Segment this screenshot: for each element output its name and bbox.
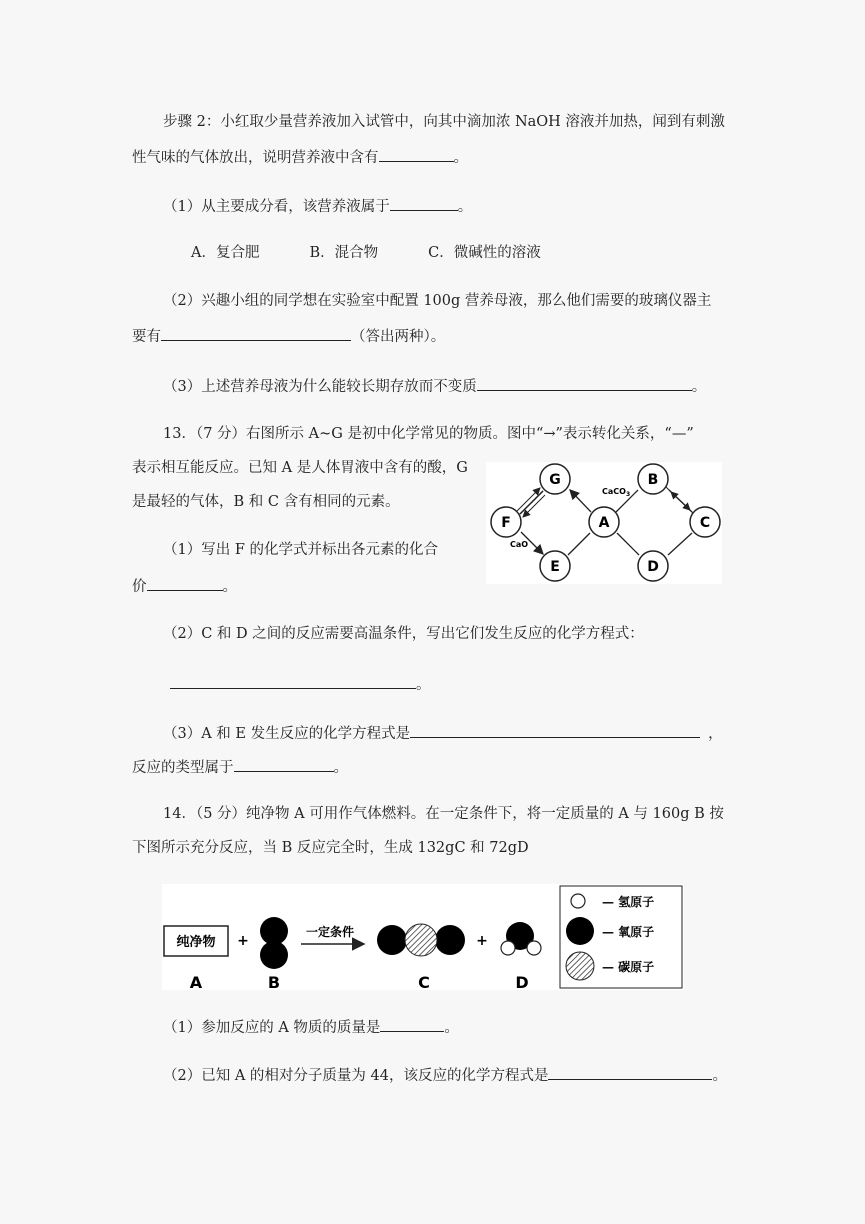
answer-blank[interactable] [410,722,700,738]
plus-sign-2: + [476,933,488,949]
molecule-c-co2 [377,924,465,956]
edge-a-d [617,533,639,555]
option-b[interactable]: B．混合物 [309,245,379,261]
q13-s3-text: （3）A 和 E 发生反应的化学方程式是 [163,726,411,742]
option-c[interactable]: C．微碱性的溶液 [428,245,541,261]
punct: 。 [691,379,707,395]
punct: （答出两种）。 [351,329,446,345]
svg-text:— 氢原子: — 氢原子 [602,895,655,909]
answer-blank[interactable] [161,325,351,341]
answer-blank[interactable] [170,673,416,689]
edge-c-d [668,533,692,555]
step2-line2 [132,146,468,168]
option-a[interactable]: A．复合肥 [191,245,260,261]
answer-blank[interactable] [234,756,334,772]
pure-substance-label: 纯净物 [176,935,216,950]
svg-text:A: A [598,515,610,531]
q14-line2: 下图所示充分反应，当 B 反应完全时，生成 132gC 和 72gD [132,840,529,856]
node-b [638,464,668,494]
q13-s1-line2 [132,575,237,597]
punct: 。 [444,1020,459,1036]
answer-blank[interactable] [477,375,692,391]
label-cao: CaO [510,540,529,549]
svg-text:G: G [549,472,561,488]
q13-s2-answer [170,673,431,695]
letter-a: A [189,973,203,990]
q13-line3: 是最轻的气体，B 和 C 含有相同的元素。 [132,494,400,510]
punct: 。 [712,1068,727,1084]
q14-line1: 14．（5 分）纯净物 A 可用作气体燃料。在一定条件下，将一定质量的 A 与 160g B 按 [163,806,724,822]
q14-molecule-diagram [162,884,684,990]
arrow-a-g [570,490,591,512]
label-caco3: CaCO$_3$ [602,487,631,498]
q14-s2-text: （2）已知 A 的相对分子质量为 44，该反应的化学方程式是 [163,1068,549,1084]
reaction-condition: 一定条件 [305,925,355,939]
svg-text:B: B [647,472,659,488]
punct: 。 [453,150,468,166]
svg-text:E: E [550,559,560,575]
q13-s3 [163,722,723,744]
node-e [540,551,570,581]
letter-d: D [515,973,529,990]
q13-line1: 13．（7 分）右图所示 A~G 是初中化学常见的物质。图中“→”表示转化关系，“—” [163,426,694,442]
svg-text:— 氧原子: — 氧原子 [602,925,655,939]
plus-sign-1: + [237,933,249,949]
answer-blank[interactable] [548,1064,712,1080]
edge-f-g-back [520,491,543,514]
node-a [589,507,619,537]
nutrient-q2-line1: （2）兴趣小组的同学想在实验室中配置 100g 营养母液，那么他们需要的玻璃仪器主 [163,293,712,309]
q13-line2: 表示相互能反应。已知 A 是人体胃液中含有的酸，G [132,460,468,476]
nutrient-q1-text: （1）从主要成分看，该营养液属于 [163,199,390,215]
edge-a-e [568,533,590,555]
q13-s1-text: 价 [132,579,147,595]
q14-s2 [163,1064,727,1086]
answer-blank[interactable] [379,146,454,162]
punct: ， [708,726,723,742]
answer-blank[interactable] [147,575,223,591]
letter-c: C [418,973,430,990]
punct: 。 [416,677,431,693]
q14-s1-text: （1）参加反应的 A 物质的质量是 [163,1020,381,1036]
node-g [540,464,570,494]
svg-text:F: F [501,515,511,531]
step2-line1: 步骤 2：小红取少量营养液加入试管中，向其中滴加浓 NaOH 溶液并加热，闻到有刺激 [163,114,725,130]
nutrient-q1 [163,195,472,217]
node-c [690,507,720,537]
svg-text:C: C [699,515,711,531]
punct: 。 [457,199,473,215]
node-d [638,551,668,581]
nutrient-q2-text: 要有 [132,329,161,345]
step2-line2-text: 性气味的气体放出，说明营养液中含有 [132,150,379,166]
punct: 。 [333,760,348,776]
nutrient-q3-text: （3）上述营养母液为什么能较长期存放而不变质 [163,379,477,395]
nutrient-q2-line2 [132,325,445,347]
q13-s3-line2 [132,756,348,778]
svg-text:— 碳原子: — 碳原子 [602,960,655,974]
q13-reaction-diagram [486,462,722,584]
nutrient-q3 [163,375,706,397]
punct: 。 [222,579,237,595]
molecule-b-oxygen [260,917,288,969]
answer-blank[interactable] [390,195,458,211]
q13-s3-line2-text: 反应的类型属于 [132,760,234,776]
answer-blank[interactable] [380,1016,444,1032]
letter-b: B [267,973,281,990]
svg-text:D: D [647,559,659,575]
node-f [491,507,521,537]
molecule-d-water [501,922,541,955]
nutrient-options [191,243,591,263]
q13-s1-line1: （1）写出 F 的化学式并标出各元素的化合 [163,542,439,558]
q14-s1 [163,1016,459,1038]
double-arrow-b-c [666,487,695,515]
q13-s2: （2）C 和 D 之间的反应需要高温条件，写出它们发生反应的化学方程式： [163,626,644,642]
